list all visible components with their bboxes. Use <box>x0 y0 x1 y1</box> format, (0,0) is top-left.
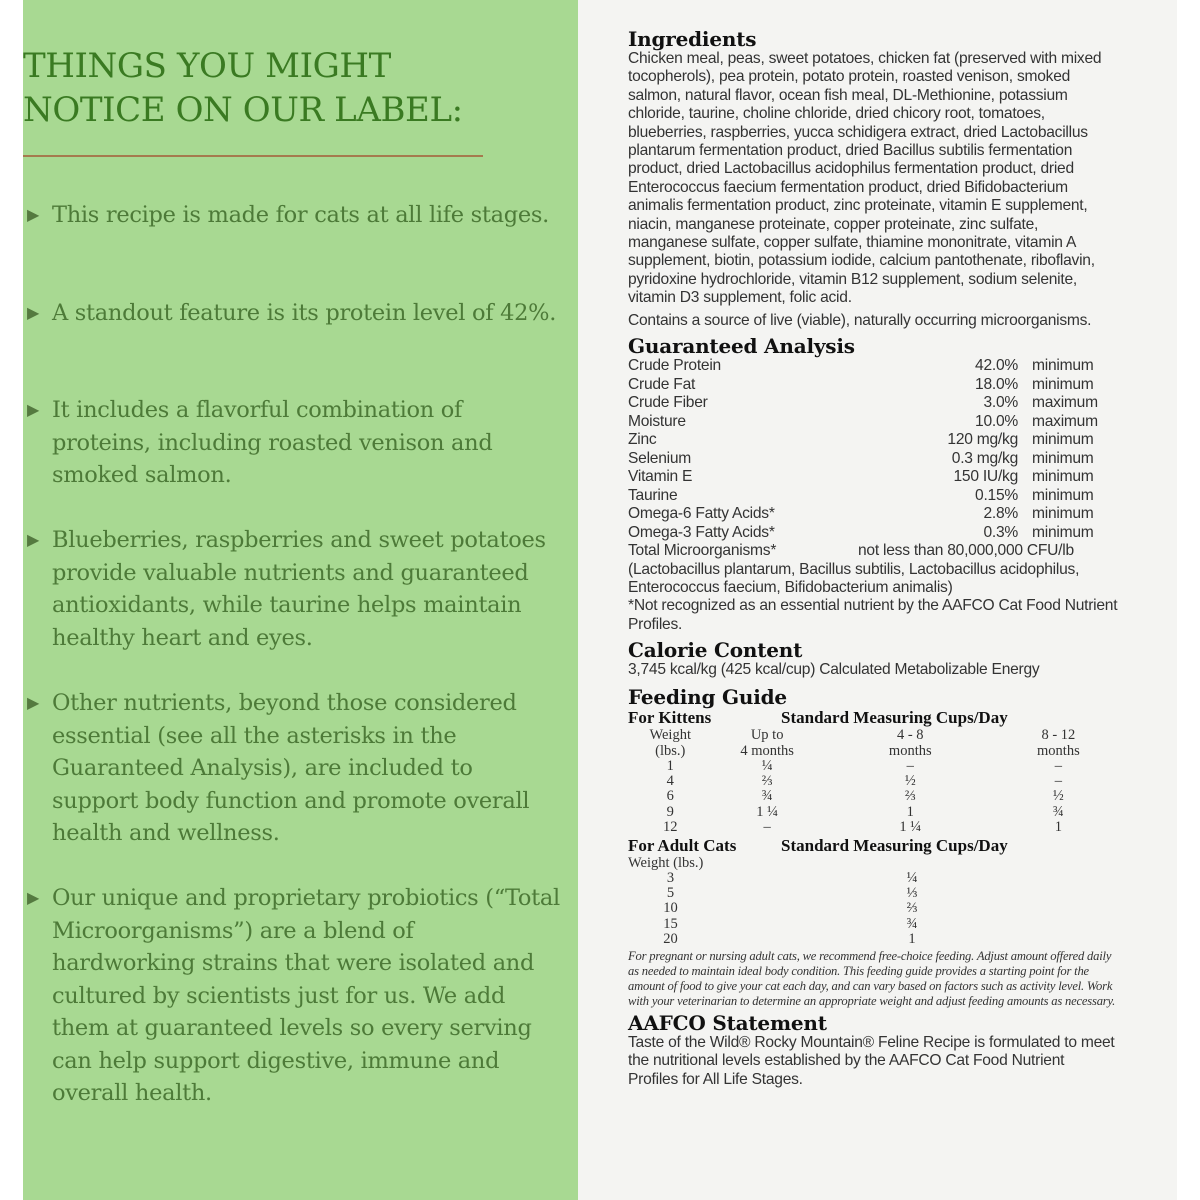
analysis-row <box>628 487 1118 506</box>
kitten-feeding-cell: ½ <box>1052 788 1064 805</box>
headline-divider <box>23 155 483 157</box>
kitten-feeding-cell: ⅔ <box>761 773 773 790</box>
adult-spacer <box>713 886 823 901</box>
triangle-bullet-icon: ▶ <box>27 205 40 224</box>
kitten-feeding-cell: ½ <box>904 773 916 790</box>
adult-feeding-row <box>628 917 1118 932</box>
microorganisms-value: not less than 80,000,000 CFU/lb <box>858 542 1074 560</box>
kitten-feeding-cell: 12 <box>662 819 678 836</box>
adult-spacer <box>713 932 823 947</box>
adult-feeding-row <box>628 871 1118 886</box>
adult-weight-cell: 20 <box>663 931 678 948</box>
analysis-name: Zinc <box>628 431 657 449</box>
info-panel <box>23 0 578 1200</box>
kitten-feeding-cell: – <box>763 819 771 836</box>
adult-feeding-row <box>628 886 1118 901</box>
analysis-value: 3.0% <box>983 394 1018 412</box>
guaranteed-analysis-table <box>628 357 1118 542</box>
kitten-feeding-cell: ¾ <box>1052 803 1064 820</box>
adult-cups-cell: ¾ <box>906 915 918 932</box>
kitten-feeding-cell: – <box>1054 773 1062 790</box>
adult-spacer <box>713 871 823 886</box>
kitten-header-row <box>628 727 1118 743</box>
kitten-feeding-cell: – <box>1054 757 1062 774</box>
kitten-feeding-cell: 4 <box>666 773 674 790</box>
kitten-column-header: 4 - 8 <box>896 726 924 743</box>
adult-weight-cell: 10 <box>663 900 678 917</box>
kitten-feeding-cell: 1 ¼ <box>756 803 779 820</box>
analysis-row <box>628 524 1118 543</box>
analysis-value: 0.3% <box>983 523 1018 541</box>
analysis-value: 42.0% <box>975 357 1018 375</box>
ingredients-title: Ingredients <box>628 27 757 51</box>
kitten-feeding-cell: ¾ <box>761 788 773 805</box>
adult-feeding-table <box>628 871 1118 948</box>
analysis-kind: minimum <box>1032 375 1094 393</box>
kittens-label: For Kittens <box>628 707 712 727</box>
adults-label: For Adult Cats <box>628 835 737 855</box>
kitten-column-header: (lbs.) <box>655 742 686 759</box>
kitten-feeding-cell: 1 <box>906 803 914 820</box>
kitten-feeding-cell: 1 <box>1054 819 1062 836</box>
bullet-text: This recipe is made for cats at all life stages. <box>52 202 549 228</box>
triangle-bullet-icon: ▶ <box>27 888 40 907</box>
triangle-bullet-icon: ▶ <box>27 693 40 712</box>
analysis-name: Crude Fiber <box>628 394 708 412</box>
triangle-bullet-icon: ▶ <box>27 303 40 322</box>
adult-cups-cell: ⅓ <box>906 885 918 902</box>
analysis-name: Omega-3 Fatty Acids* <box>628 523 775 541</box>
analysis-name: Crude Fat <box>628 375 696 393</box>
analysis-kind: minimum <box>1032 505 1094 523</box>
kitten-column-headers <box>628 727 1118 759</box>
kitten-feeding-cell: 1 ¼ <box>899 819 922 836</box>
headline-line-2: NOTICE ON OUR LABEL: <box>23 90 463 130</box>
analysis-name: Selenium <box>628 449 692 467</box>
kitten-feeding-cell: ¼ <box>761 757 773 774</box>
adult-spacer <box>713 901 823 916</box>
kitten-feeding-row <box>628 820 1118 835</box>
analysis-value: 0.3 mg/kg <box>951 449 1018 467</box>
analysis-value: 10.0% <box>975 412 1018 430</box>
bullet-item <box>23 394 563 492</box>
kitten-column-header: Weight <box>649 726 691 743</box>
analysis-value: 0.15% <box>975 486 1018 504</box>
adult-spacer <box>713 917 823 932</box>
analysis-kind: maximum <box>1032 394 1098 412</box>
adult-cups-cell: ⅔ <box>906 900 918 917</box>
aafco-statement-text: Taste of the Wild® Rocky Mountain® Feline Recipe is formulated to meet the nutritional levels established by the AAFCO Cat Food Nutrient Profiles for All Life Stages. <box>628 1033 1115 1088</box>
analysis-name: Moisture <box>628 412 686 430</box>
analysis-name: Taurine <box>628 486 678 504</box>
microorganisms-name: Total Microorganisms* <box>628 542 777 560</box>
kitten-feeding-row <box>628 789 1118 804</box>
kitten-feeding-row <box>628 805 1118 820</box>
analysis-kind: maximum <box>1032 412 1098 430</box>
analysis-row <box>628 431 1118 450</box>
feeding-note: For pregnant or nursing adult cats, we recommend free-choice feeding. Adjust amount offered daily as needed to maintain ideal body condition. This feeding guide provides a starting point for the amount of food to give your cat each day, and can vary based on factors such as activity level. Work with your veterinarian to determine an appropriate weight and adjust feeding amounts as necessary. <box>628 948 1116 1008</box>
analysis-value: 150 IU/kg <box>953 468 1018 486</box>
analysis-value: 18.0% <box>975 375 1018 393</box>
analysis-row <box>628 357 1118 376</box>
panel-headline <box>23 44 463 132</box>
kitten-feeding-cell: 9 <box>666 803 674 820</box>
analysis-kind: minimum <box>1032 431 1094 449</box>
bullet-item <box>23 687 563 850</box>
bullet-text: Our unique and proprietary probiotics (“Total Microorganisms”) are a blend of hardworking strains that were isolated and cultured by scientists just for us. We add them at guaranteed levels so every serving can help support digestive, immune and overall health. <box>52 885 560 1106</box>
analysis-row <box>628 450 1118 469</box>
analysis-row <box>628 376 1118 395</box>
kitten-feeding-row <box>628 759 1118 774</box>
cups-per-day-label: Standard Measuring Cups/Day <box>781 707 1008 727</box>
adult-weight-cell: 5 <box>666 885 675 902</box>
analysis-kind: minimum <box>1032 449 1094 467</box>
kitten-feeding-cell: ⅔ <box>904 788 916 805</box>
adult-cups-cell: 1 <box>908 931 916 948</box>
adult-weight-cell: 3 <box>666 869 675 886</box>
kitten-feeding-table <box>628 759 1118 836</box>
adult-column-header <box>628 855 1118 871</box>
bullet-text: A standout feature is its protein level of 42%. <box>52 300 557 326</box>
kitten-feeding-cell: – <box>906 757 914 774</box>
adult-feeding-row <box>628 901 1118 916</box>
analysis-name: Crude Protein <box>628 357 721 375</box>
bullet-text: Other nutrients, beyond those considered essential (see all the asterisks in the Guaranteed Analysis), are included to support body function and promote overall health and wellness. <box>52 690 530 846</box>
kitten-column-header: 4 months <box>740 742 794 759</box>
adult-weight-cell: 15 <box>663 915 678 932</box>
aafco-statement-title: AAFCO Statement <box>628 1010 827 1035</box>
analysis-row <box>628 394 1118 413</box>
analysis-name: Vitamin E <box>628 468 693 486</box>
adult-feeding-row <box>628 932 1118 947</box>
probiotic-note: Contains a source of live (viable), naturally occurring microorganisms. <box>628 311 1092 329</box>
kitten-header-row <box>628 743 1118 759</box>
headline-line-1: THINGS YOU MIGHT <box>23 46 391 86</box>
kitten-feeding-row <box>628 774 1118 789</box>
aafco-footnote: *Not recognized as an essential nutrient by the AAFCO Cat Food Nutrient Profiles. <box>628 597 1118 633</box>
adults-header <box>628 836 1118 855</box>
calorie-content-text: 3,745 kcal/kg (425 kcal/cup) Calculated Metabolizable Energy <box>628 661 1040 679</box>
analysis-value: 2.8% <box>983 505 1018 523</box>
bullet-item <box>23 297 563 330</box>
kitten-column-header: 8 - 12 <box>1041 726 1076 743</box>
analysis-value: 120 mg/kg <box>947 431 1018 449</box>
microorganisms-row <box>628 542 1118 561</box>
triangle-bullet-icon: ▶ <box>27 530 40 549</box>
analysis-kind: minimum <box>1032 468 1094 486</box>
microorganisms-strains: (Lactobacillus plantarum, Bacillus subtilis, Lactobacillus acidophilus, Enterococcus faecium, Bifidobacterium animalis) <box>628 560 1080 596</box>
bullet-item <box>23 199 563 232</box>
kitten-column-header: Up to <box>750 726 784 743</box>
bullet-item <box>23 882 563 1110</box>
nutrition-label <box>628 28 1118 1089</box>
feeding-guide-title: Feeding Guide <box>628 684 787 709</box>
kittens-header <box>628 708 1118 727</box>
analysis-row <box>628 505 1118 524</box>
analysis-row <box>628 468 1118 487</box>
analysis-name: Omega-6 Fatty Acids* <box>628 505 775 523</box>
bullet-text: Blueberries, raspberries and sweet potatoes provide valuable nutrients and guaranteed antioxidants, while taurine helps maintain healthy heart and eyes. <box>52 527 546 651</box>
cups-per-day-label: Standard Measuring Cups/Day <box>781 835 1008 855</box>
kitten-column-header: months <box>888 742 932 759</box>
bullet-text: It includes a flavorful combination of proteins, including roasted venison and smoked salmon. <box>52 397 493 488</box>
bullet-item <box>23 524 563 654</box>
analysis-kind: minimum <box>1032 357 1094 375</box>
ingredients-text: Chicken meal, peas, sweet potatoes, chicken fat (preserved with mixed tocopherols), pea protein, potato protein, roasted venison, smoked salmon, natural flavor, ocean fish meal, DL-Methionine, potassium chloride, taurine, choline chloride, dried chicory root, tomatoes, blueberries, raspberries, yucca schidigera extract, dried Lactobacillus plantarum fermentation product, dried Bacillus subtilis fermentation product, dried Lactobacillus acidophilus fermentation product, dried Enterococcus faecium fermentation product, dried Bifidobacterium animalis fermentation product, zinc proteinate, vitamin E supplement, niacin, manganese proteinate, copper proteinate, zinc sulfate, manganese sulfate, copper sulfate, thiamine mononitrate, vitamin A supplement, biotin, potassium iodide, calcium pantothenate, riboflavin, pyridoxine hydrochloride, vitamin B12 supplement, sodium selenite, vitamin D3 supplement, folic acid. <box>628 50 1102 307</box>
kitten-feeding-cell: 6 <box>666 788 674 805</box>
triangle-bullet-icon: ▶ <box>27 400 40 419</box>
kitten-feeding-cell: 1 <box>666 757 674 774</box>
adult-weight-label: Weight (lbs.) <box>628 854 704 871</box>
guaranteed-analysis-title: Guaranteed Analysis <box>628 334 855 359</box>
calorie-content-title: Calorie Content <box>628 638 803 663</box>
analysis-row <box>628 413 1118 432</box>
adult-cups-cell: ¼ <box>906 869 918 886</box>
analysis-kind: minimum <box>1032 523 1094 541</box>
analysis-kind: minimum <box>1032 486 1094 504</box>
kitten-column-header: months <box>1037 742 1080 759</box>
